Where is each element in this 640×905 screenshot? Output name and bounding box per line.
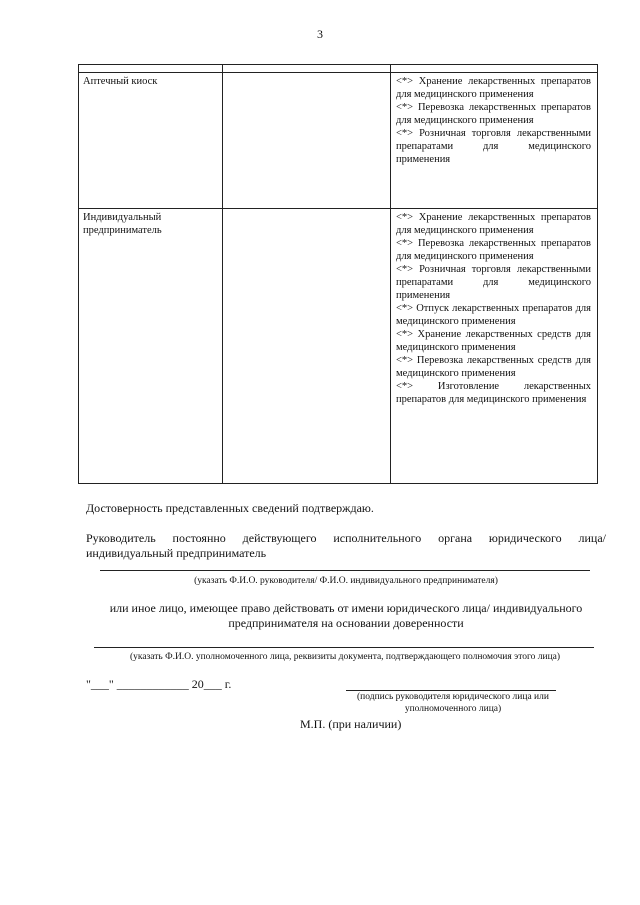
head-name-line (100, 570, 590, 571)
activity-item: <*> Отпуск лекарственных препаратов для медицинского применения (396, 303, 591, 327)
authorized-name-line (94, 647, 594, 648)
header-cell (79, 65, 223, 73)
activity-item: <*> Розничная торговля лекарственными препаратами для медицинского применения (396, 264, 591, 301)
table-row (79, 73, 598, 209)
head-caption: (указать Ф.И.О. руководителя/ Ф.И.О. индивидуального предпринимателя) (194, 576, 498, 586)
signature-caption: (подпись руководителя юридического лица или уполномоченного лица) (357, 692, 549, 714)
activity-item: <*> Хранение лекарственных препаратов для медицинского применения (396, 76, 591, 100)
page-number: 3 (317, 27, 323, 41)
object-name: Аптечный киоск (83, 76, 158, 87)
object-name-cell (79, 209, 223, 484)
date-line: "___" ____________ 20___ г. (86, 677, 232, 691)
activity-item: <*> Розничная торговля лекарственными препаратами для медицинского применения (396, 128, 591, 165)
object-name: Индивидуальный предприниматель (83, 212, 162, 236)
object-name-cell (79, 73, 223, 209)
activity-item: <*> Перевозка лекарственных препаратов для медицинского применения (396, 238, 591, 262)
activity-item: <*> Хранение лекарственных средств для медицинского применения (396, 329, 591, 353)
activities-table (78, 64, 598, 484)
activities-cell (391, 209, 598, 484)
authorized-caption: (указать Ф.И.О. уполномоченного лица, реквизиты документа, подтверждающего полномочия этого лица) (129, 652, 561, 662)
confirm-text: Достоверность представленных сведений подтверждаю. (86, 501, 374, 515)
activity-item: <*> Хранение лекарственных препаратов для медицинского применения (396, 212, 591, 236)
activities-cell (391, 73, 598, 209)
head-text: Руководитель постоянно действующего исполнительного органа юридического лица/ индивидуальный предприниматель (86, 531, 606, 560)
address-cell (223, 209, 391, 484)
table-row (79, 209, 598, 484)
activity-item: <*> Перевозка лекарственных средств для медицинского применения (396, 355, 591, 379)
activity-item: <*> Перевозка лекарственных препаратов для медицинского применения (396, 102, 591, 126)
address-cell (223, 73, 391, 209)
header-cell (391, 65, 598, 73)
header-cell (223, 65, 391, 73)
other-person-text: или иное лицо, имеющее право действовать от имени юридического лица/ индивидуального предпринимателя на основании доверенности (109, 601, 583, 630)
table-header-row (79, 65, 598, 73)
stamp-text: М.П. (при наличии) (300, 717, 402, 731)
activity-item: <*> Изготовление лекарственных препаратов для медицинского применения (396, 381, 591, 405)
